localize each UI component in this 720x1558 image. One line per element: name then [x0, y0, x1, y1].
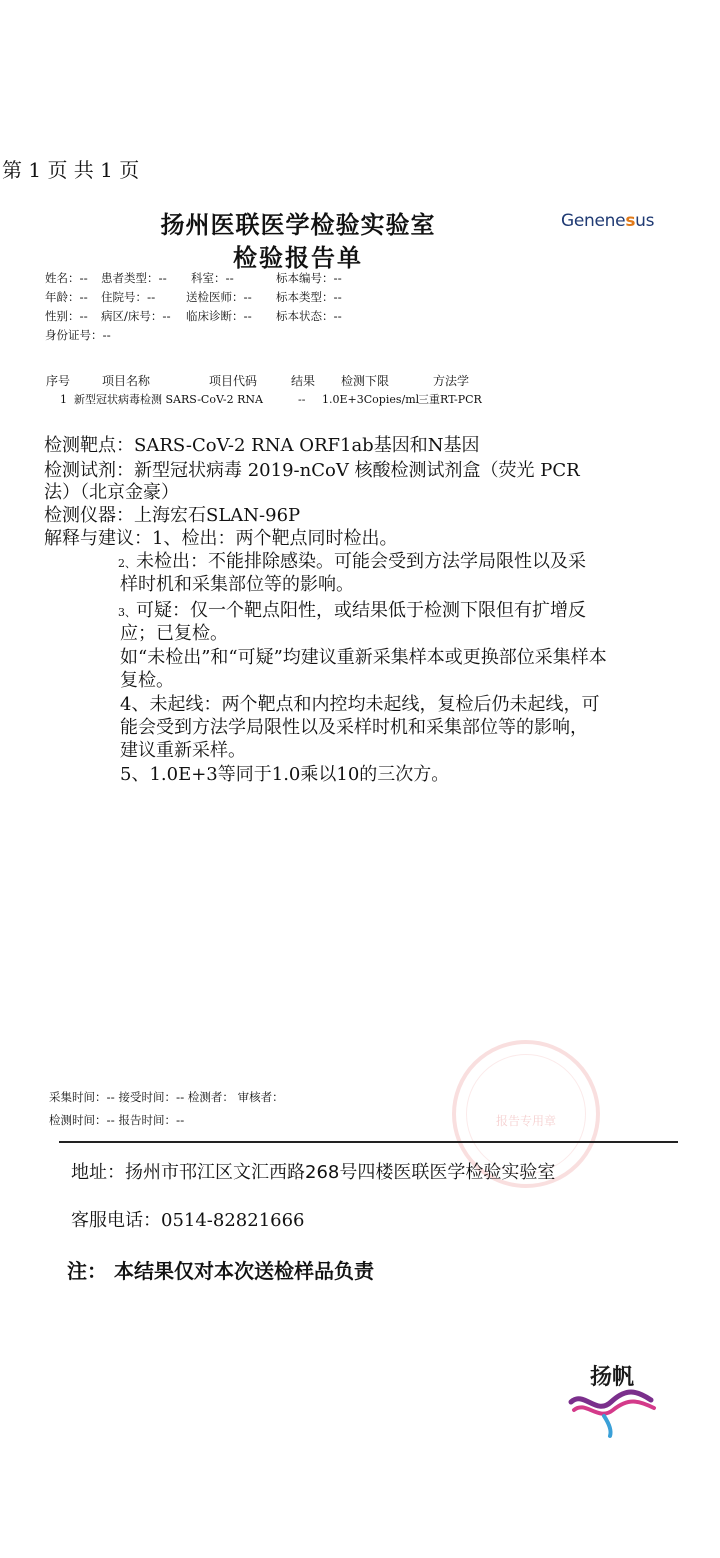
row-result: --: [298, 393, 306, 406]
report-title: 检验报告单: [233, 244, 363, 272]
row-detection-limit: 1.0E+3Copies/ml: [322, 393, 420, 406]
item-3-index: 3、: [118, 606, 136, 619]
interpretation-item-2-cont: 样时机和采集部位等的影响。: [120, 574, 354, 595]
patient-info-row-1: [45, 270, 342, 286]
address: 地址：扬州市邗江区文汇西路268号四楼医联医学检验实验室: [71, 1162, 556, 1183]
interpretation-item-4-cont-1: 能会受到方法学局限性以及采样时机和采集部位等的影响，: [120, 717, 588, 738]
interpretation-label: 解释与建议：1、检出：两个靶点同时检出。: [44, 528, 398, 549]
department: 科室：--: [191, 271, 234, 285]
results-table-header: [46, 372, 469, 389]
interpretation-item-4: 4、未起线：两个靶点和内控均未起线，复检后仍未起线，可: [120, 694, 600, 715]
detection-instrument: 检测仪器：上海宏石SLAN-96P: [44, 505, 301, 526]
header-method: 方法学: [433, 374, 470, 388]
specimen-status: 标本状态：--: [276, 309, 342, 323]
page-number: 第 1 页 共 1 页: [2, 158, 140, 182]
ward-bed: 病区/床号：--: [101, 309, 171, 323]
item-2-text: 未检出：不能排除感染。可能会受到方法学局限性以及采: [136, 551, 586, 572]
patient-age: 年龄：--: [45, 290, 88, 304]
patient-sex: 性别：--: [45, 309, 88, 323]
header-item-code: 项目代码: [209, 374, 258, 388]
disclaimer-note: 注： 本结果仅对本次送检样品负责: [67, 1259, 374, 1283]
specimen-number: 标本编号：--: [276, 271, 342, 285]
interpretation-item-5: 5、1.0E+3等同于1.0乘以10的三次方。: [120, 764, 450, 785]
stamp-label: 报告专用章: [495, 1114, 556, 1128]
interpretation-item-4-cont-2: 建议重新采样。: [120, 740, 246, 761]
referring-doctor: 送检医师：--: [186, 290, 252, 304]
id-number: 身份证号：--: [45, 328, 111, 342]
interpretation-item-3-cont: 应；已复检。: [120, 623, 228, 644]
yangfan-logo: [566, 1360, 666, 1440]
table-row: [60, 391, 482, 407]
interpretation-note: 如“未检出”和“可疑”均建议重新采集样本或更换部位采集样本: [120, 647, 607, 668]
clinical-diagnosis: 临床诊断：--: [186, 309, 252, 323]
row-index: 1: [60, 393, 67, 406]
lab-name: 扬州医联医学检验实验室: [160, 211, 436, 239]
header-detection-limit: 检测下限: [341, 374, 390, 388]
test-info: 检测时间：-- 报告时间：--: [49, 1113, 185, 1127]
interpretation-note-cont: 复检。: [120, 670, 174, 691]
item-3-text: 可疑：仅一个靶点阳性，或结果低于检测下限但有扩增反: [136, 600, 586, 621]
header-item-name: 项目名称: [102, 374, 151, 388]
detection-target: 检测靶点：SARS-CoV-2 RNA ORF1ab基因和N基因: [44, 435, 480, 456]
item-2-index: 2、: [118, 557, 136, 570]
detection-reagent-line-1: 检测试剂：新型冠状病毒 2019-nCoV 核酸检测试剂盒（荧光 PCR: [44, 460, 580, 481]
patient-info-row-4: [45, 327, 111, 343]
service-phone: 客服电话：0514-82821666: [71, 1210, 305, 1231]
header-index: 序号: [46, 374, 71, 388]
patient-info-row-3: [45, 308, 342, 324]
row-method: 三重RT-PCR: [418, 393, 482, 406]
patient-name: 姓名：--: [45, 271, 88, 285]
genenesus-logo: Genenesus: [561, 211, 655, 231]
wave-icon: [566, 1360, 666, 1440]
yangfan-logo-text: 扬帆: [590, 1365, 635, 1390]
collection-info: 采集时间：-- 接受时间：-- 检测者： 审核者：: [49, 1090, 284, 1104]
header-result: 结果: [291, 374, 316, 388]
patient-type: 患者类型：--: [101, 271, 167, 285]
detection-reagent-line-2: 法）（北京金豪）: [44, 482, 179, 503]
hospital-number: 住院号：--: [101, 290, 156, 304]
row-item-name: 新型冠状病毒检测 SARS-CoV-2 RNA: [74, 393, 263, 406]
patient-info-row-2: [45, 289, 342, 305]
specimen-type: 标本类型：--: [276, 290, 342, 304]
divider: [59, 1141, 678, 1143]
